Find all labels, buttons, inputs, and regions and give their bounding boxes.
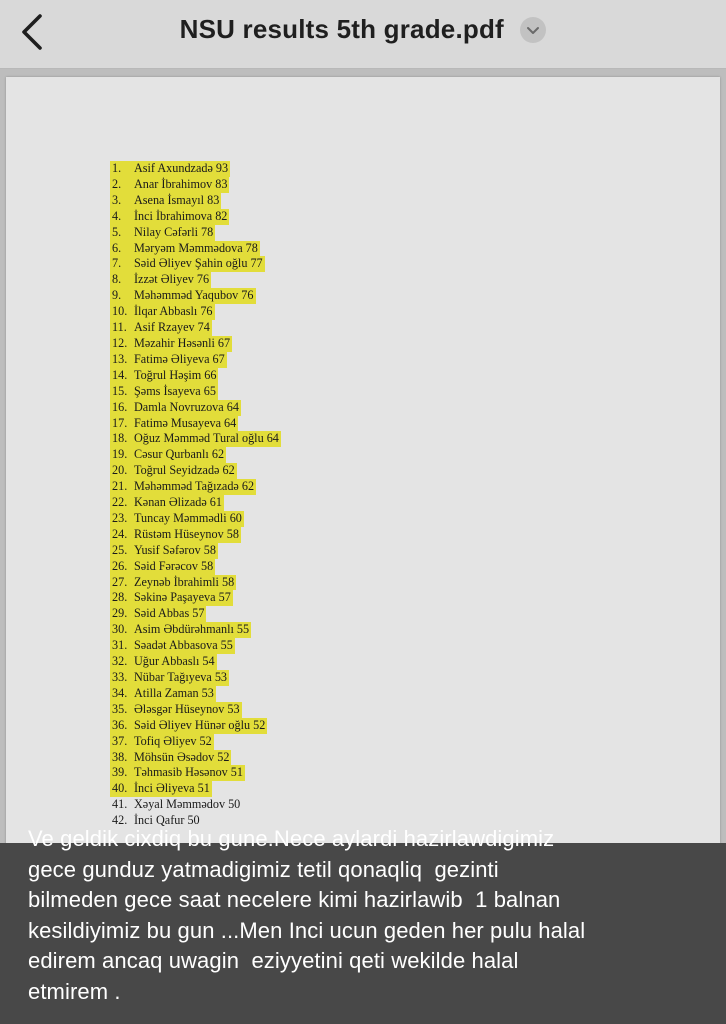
result-number: 21. — [112, 479, 128, 494]
result-number: 37. — [112, 733, 128, 748]
result-highlight — [110, 161, 230, 177]
result-highlight — [110, 702, 242, 718]
result-number: 19. — [112, 447, 128, 462]
result-highlight — [110, 654, 217, 670]
result-highlight — [110, 272, 211, 288]
result-highlight — [110, 288, 256, 304]
result-row — [110, 463, 281, 479]
document-title: NSU results 5th grade.pdf — [179, 14, 504, 44]
result-highlight — [110, 336, 232, 352]
result-highlight — [110, 320, 212, 336]
result-row — [110, 431, 281, 447]
result-row — [110, 622, 281, 638]
result-highlight — [110, 750, 231, 766]
result-highlight — [110, 177, 229, 193]
result-highlight — [110, 447, 226, 463]
title-menu-button[interactable] — [520, 17, 546, 43]
result-text: Asim Əbdürəhmanlı 55 — [134, 622, 250, 637]
chevron-down-icon — [520, 17, 546, 43]
result-row — [110, 272, 281, 288]
result-text: Oğuz Məmməd Tural oğlu 64 — [134, 431, 279, 446]
result-highlight — [110, 463, 237, 479]
result-row — [110, 765, 281, 781]
result-number: 33. — [112, 670, 128, 684]
result-row — [110, 352, 281, 368]
result-text: Xəyal Məmmədov 50 — [134, 797, 241, 812]
result-number: 34. — [112, 685, 128, 700]
result-highlight — [110, 193, 221, 209]
result-number: 42. — [112, 813, 128, 828]
result-highlight — [110, 225, 215, 241]
result-number: 32. — [112, 654, 128, 669]
result-row — [110, 177, 281, 193]
result-text: Damla Novruzova 64 — [134, 399, 239, 414]
result-number: 29. — [112, 606, 128, 621]
result-text: Məryəm Məmmədova 78 — [134, 240, 258, 255]
result-row — [110, 670, 281, 686]
result-number: 17. — [112, 415, 128, 430]
result-highlight — [110, 479, 256, 495]
result-row — [110, 336, 281, 352]
result-row — [110, 734, 281, 750]
result-number: 6. — [112, 240, 122, 255]
result-text: Səkinə Paşayeva 57 — [134, 590, 231, 605]
result-text: Zeynəb İbrahimli 58 — [134, 574, 235, 589]
top-bar — [0, 0, 726, 69]
result-row — [110, 686, 281, 702]
result-text: Atilla Zaman 53 — [134, 685, 214, 700]
result-highlight — [110, 718, 267, 734]
result-text: Toğrul Seyidzadə 62 — [134, 463, 235, 478]
result-row — [110, 654, 281, 670]
result-text: İzzət Əliyev 76 — [134, 272, 210, 287]
result-text: Ələsgər Hüseynov 53 — [134, 701, 240, 716]
result-number: 4. — [112, 208, 122, 223]
result-highlight — [110, 495, 224, 511]
result-number: 10. — [112, 304, 128, 319]
result-text: Asena İsmayıl 83 — [134, 192, 220, 207]
result-number: 9. — [112, 288, 122, 303]
result-highlight — [110, 559, 215, 575]
result-row — [110, 702, 281, 718]
result-highlight — [110, 781, 212, 797]
result-highlight — [110, 622, 251, 638]
result-highlight — [110, 400, 241, 416]
result-number: 40. — [112, 781, 128, 796]
result-number: 11. — [112, 320, 127, 335]
result-text: İnci İbrahimova 82 — [134, 208, 228, 223]
result-number: 12. — [112, 335, 128, 350]
result-highlight — [110, 734, 214, 750]
result-row — [110, 590, 281, 606]
result-text: Səid Əliyev Hünər oğlu 52 — [134, 717, 266, 732]
result-number: 39. — [112, 765, 128, 780]
result-text: Məhəmməd Tağızadə 62 — [134, 479, 255, 494]
result-row — [110, 416, 281, 432]
result-number: 18. — [112, 431, 128, 446]
caption-text: Ve geldik cixdiq bu gune.Nece aylardi hazirlawdigimiz gece gunduz yatmadigimiz tetil qonaqliq gezinti bilmeden gece saat necelere kimi hazirlawib 1 balnan kesildiyimiz bu gun ...Men Inci ucun geden her pulu halal edirem ancaq uwagin eziyyetini qeti wekilde halal etmirem . — [28, 826, 586, 1004]
result-text: Şəms İsayeva 65 — [134, 383, 216, 398]
result-text: Asif Axundzadə 93 — [134, 161, 229, 175]
result-highlight — [110, 209, 229, 225]
result-row — [110, 447, 281, 463]
result-row — [110, 320, 281, 336]
result-highlight — [110, 352, 227, 368]
result-number: 7. — [112, 256, 122, 271]
result-number: 16. — [112, 399, 128, 414]
result-highlight — [110, 797, 242, 813]
result-number: 28. — [112, 590, 128, 605]
result-text: Məhəmməd Yaqubov 76 — [134, 288, 254, 303]
result-row — [110, 781, 281, 797]
result-highlight — [110, 590, 233, 606]
result-row — [110, 225, 281, 241]
result-text: Məzahir Həsənli 67 — [134, 335, 231, 350]
result-number: 25. — [112, 542, 128, 557]
result-text: Rüstəm Hüseynov 58 — [134, 526, 239, 541]
result-row — [110, 368, 281, 384]
result-row — [110, 543, 281, 559]
result-number: 1. — [112, 161, 122, 175]
result-text: Toğrul Həşim 66 — [134, 367, 217, 382]
result-highlight — [110, 368, 218, 384]
result-row — [110, 527, 281, 543]
result-number: 3. — [112, 192, 122, 207]
result-text: Cəsur Qurbanlı 62 — [134, 447, 225, 462]
result-text: İnci Qafur 50 — [134, 813, 200, 828]
result-highlight — [110, 670, 229, 686]
result-row — [110, 288, 281, 304]
result-text: Səid Abbas 57 — [134, 606, 205, 621]
result-row — [110, 718, 281, 734]
result-text: Fatimə Əliyeva 67 — [134, 351, 225, 366]
result-row — [110, 384, 281, 400]
result-highlight — [110, 241, 260, 257]
result-row — [110, 479, 281, 495]
result-highlight — [110, 575, 236, 591]
result-highlight — [110, 686, 216, 702]
result-highlight — [110, 543, 218, 559]
result-number: 31. — [112, 638, 128, 653]
result-text: Anar İbrahimov 83 — [134, 176, 228, 191]
result-row — [110, 400, 281, 416]
result-number: 20. — [112, 463, 128, 478]
result-number: 35. — [112, 701, 128, 716]
result-text: Səadət Abbasova 55 — [134, 638, 233, 653]
result-number: 8. — [112, 272, 122, 287]
result-highlight — [110, 527, 241, 543]
result-row — [110, 559, 281, 575]
result-number: 24. — [112, 526, 128, 541]
result-row — [110, 256, 281, 272]
result-row — [110, 638, 281, 654]
result-number: 13. — [112, 351, 128, 366]
result-number: 15. — [112, 383, 128, 398]
result-row — [110, 495, 281, 511]
result-row — [110, 511, 281, 527]
result-row — [110, 575, 281, 591]
result-number: 36. — [112, 717, 128, 732]
results-list — [110, 161, 281, 829]
result-number: 23. — [112, 510, 128, 525]
result-number: 38. — [112, 749, 128, 764]
result-text: Asif Rzayev 74 — [134, 320, 210, 335]
result-text: Uğur Abbaslı 54 — [134, 654, 215, 669]
result-highlight — [110, 431, 281, 447]
result-number: 26. — [112, 558, 128, 573]
result-number: 27. — [112, 574, 128, 589]
result-row — [110, 241, 281, 257]
result-highlight — [110, 765, 245, 781]
result-highlight — [110, 638, 235, 654]
result-row — [110, 209, 281, 225]
result-text: Səid Fərəcov 58 — [134, 558, 214, 573]
result-number: 30. — [112, 622, 128, 637]
result-highlight — [110, 256, 265, 272]
result-text: Tuncay Məmmədli 60 — [134, 510, 242, 525]
result-text: Nilay Cəfərli 78 — [134, 224, 214, 239]
result-highlight — [110, 416, 238, 432]
result-highlight — [110, 511, 244, 527]
result-text: Yusif Səfərov 58 — [134, 542, 216, 557]
result-text: Təhmasib Həsənov 51 — [134, 765, 243, 780]
result-row — [110, 161, 281, 177]
result-highlight — [110, 606, 206, 622]
result-number: 14. — [112, 367, 128, 382]
result-row — [110, 797, 281, 813]
result-number: 2. — [112, 176, 122, 191]
title-wrap — [0, 14, 726, 54]
result-highlight — [110, 384, 218, 400]
result-text: Səid Əliyev Şahin oğlu 77 — [134, 256, 263, 271]
result-text: Kənan Əlizadə 61 — [134, 495, 222, 510]
result-text: İnci Əliyeva 51 — [134, 781, 210, 796]
result-number: 5. — [112, 224, 122, 239]
result-row — [110, 606, 281, 622]
result-row — [110, 750, 281, 766]
result-text: Tofiq Əliyev 52 — [134, 733, 212, 748]
result-text: Nübar Tağıyeva 53 — [134, 670, 228, 684]
result-highlight — [110, 304, 215, 320]
result-number: 22. — [112, 495, 128, 510]
result-row — [110, 304, 281, 320]
result-row — [110, 193, 281, 209]
result-text: Möhsün Əsədov 52 — [134, 749, 230, 764]
result-text: İlqar Abbaslı 76 — [134, 304, 213, 319]
result-text: Fatimə Musayeva 64 — [134, 415, 237, 430]
result-number: 41. — [112, 797, 128, 812]
